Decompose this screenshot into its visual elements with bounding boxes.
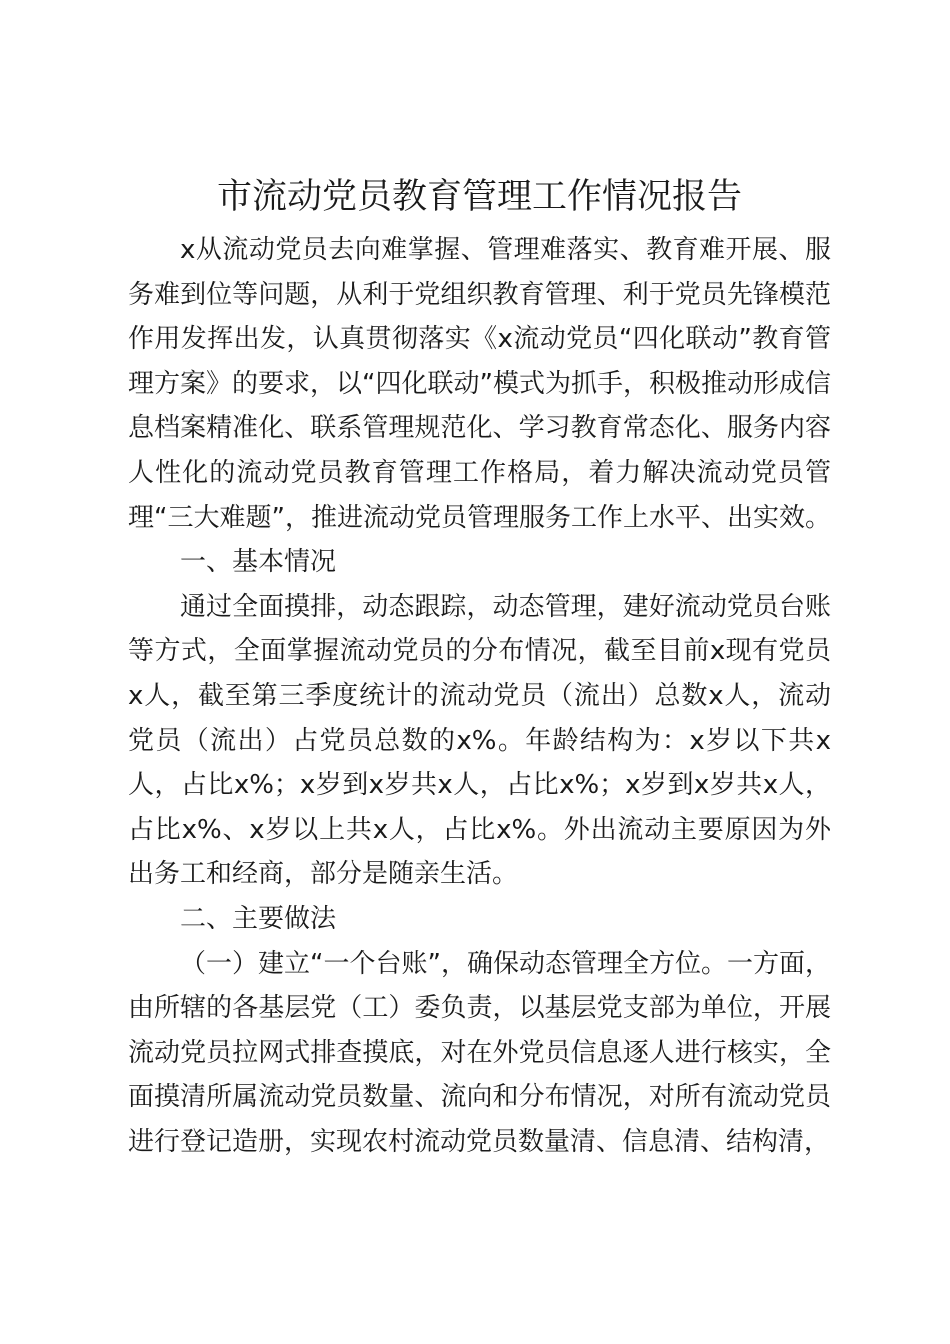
document-title: 市流动党员教育管理工作情况报告 [216, 177, 742, 217]
basic-situation-paragraph: 通过全面摸排，动态跟踪，动态管理，建好流动党员台账等方式，全面掌握流动党员的分布情况，截至目前x现有党员x人，截至第三季度统计的流动党员（流出）总数x人，流动党员（流出）占党员总数的x%。年龄结构为：x岁以下共x人，占比x%；x岁到x岁共x人，占比x%；x岁到x岁共x人，占比x%、x岁以上共x人，占比x%。外出流动主要原因为外出务工和经商，部分是随亲生活。 [128, 591, 831, 890]
section-heading-main-practices: 二、主要做法 [180, 903, 337, 934]
main-practices-paragraph: （一）建立“一个台账”，确保动态管理全方位。一方面，由所辖的各基层党（工）委负责，以基层党支部为单位，开展流动党员拉网式排查摸底，对在外党员信息逐人进行核实，全面摸清所属流动党员数量、流向和分布情况，对所有流动党员进行登记造册，实现农村流动党员数量清、信息清、结构清， [128, 948, 831, 1157]
document-page [128, 173, 831, 1164]
intro-paragraph: x从流动党员去向难掌握、管理难落实、教育难开展、服务难到位等问题，从利于党组织教育管理、利于党员先锋模范作用发挥出发，认真贯彻落实《x流动党员“四化联动”教育管理方案》的要求，以“四化联动”模式为抓手，积极推动形成信息档案精准化、联系管理规范化、学习教育常态化、服务内容人性化的流动党员教育管理工作格局，着力解决流动党员管理“三大难题”，推进流动党员管理服务工作上水平、出实效。 [128, 235, 831, 533]
section-heading-basic-situation: 一、基本情况 [180, 547, 337, 578]
